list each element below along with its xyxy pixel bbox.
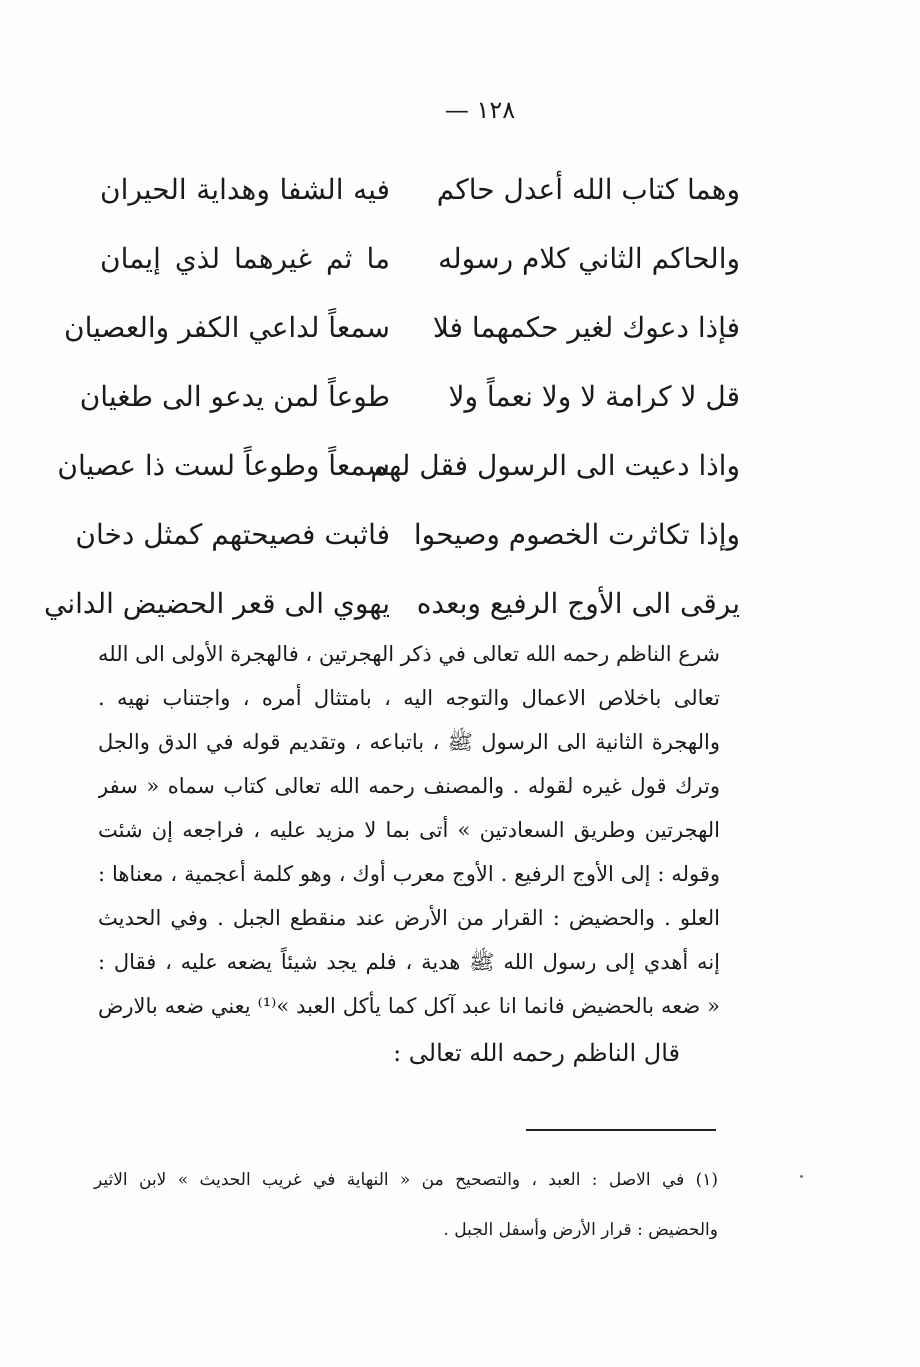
verse-7-first-hemistich: يرقى الى الأوج الرفيع وبعده <box>416 587 740 620</box>
verse-1 <box>100 155 740 224</box>
commentary-line: « ضعه بالحضيض فانما انا عبد آكل كما يأكل العبد »⁽¹⁾ يعني ضعه بالارض <box>98 994 720 1018</box>
verse-7-second-hemistich: يهوي الى قعر الحضيض الداني <box>43 587 390 620</box>
commentary-line: وقوله : إلى الأوج الرفيع . الأوج معرب أوك ، وهو كلمة أعجمية ، معناها : <box>98 862 720 886</box>
commentary-line: شرع الناظم رحمه الله تعالى في ذكر الهجرتين ، فالهجرة الأولى الى الله <box>98 642 720 666</box>
verse-5 <box>57 431 740 500</box>
verse-3-first-hemistich: فإذا دعوك لغير حكمهما فلا <box>432 311 740 344</box>
page-number: ١٢٨ — <box>444 96 516 124</box>
verse-4 <box>79 362 740 431</box>
verse-7 <box>43 569 740 638</box>
verse-5-second-hemistich: سمعاً وطوعاً لست ذا عصيان <box>57 449 390 482</box>
verse-3 <box>64 293 740 362</box>
footnotes-block <box>94 1155 718 1255</box>
poem-block <box>43 155 740 638</box>
verse-1-second-hemistich: فيه الشفا وهداية الحيران <box>100 173 390 206</box>
commentary-line: الهجرتين وطريق السعادتين » أتى بما لا مزيد عليه ، فراجعه إن شئت <box>98 818 720 842</box>
commentary-line: العلو . والحضيض : القرار من الأرض عند منقطع الجبل . وفي الحديث <box>98 906 720 930</box>
verse-3-second-hemistich: سمعاً لداعي الكفر والعصيان <box>64 311 390 344</box>
verse-1-first-hemistich: وهما كتاب الله أعدل حاكم <box>436 173 740 206</box>
verse-2-first-hemistich: والحاكم الثاني كلام رسوله <box>438 242 740 275</box>
footnote-line: والحضيض : قرار الأرض وأسفل الجبل . <box>443 1220 718 1240</box>
verse-4-second-hemistich: طوعاً لمن يدعو الى طغيان <box>79 380 390 413</box>
verse-6-first-hemistich: وإذا تكاثرت الخصوم وصيحوا <box>413 518 740 551</box>
verse-2-second-hemistich: ما ثم غيرهما لذي إيمان <box>100 242 390 275</box>
verse-2 <box>100 224 740 293</box>
commentary-line: تعالى باخلاص الاعمال والتوجه اليه ، بامتثال أمره ، واجتناب نهيه . <box>98 686 720 710</box>
margin-dot <box>800 1175 803 1178</box>
commentary-line: وترك قول غيره لقوله . والمصنف رحمه الله تعالى كتاب سماه « سفر <box>98 774 720 798</box>
verse-5-first-hemistich: واذا دعيت الى الرسول فقل لهم <box>370 449 740 482</box>
verse-4-first-hemistich: قل لا كرامة لا ولا نعماً ولا <box>448 380 740 413</box>
commentary-block <box>98 632 720 1078</box>
commentary-line: والهجرة الثانية الى الرسول ﷺ ، باتباعه ، وتقديم قوله في الدق والجل <box>98 730 720 754</box>
verse-6-second-hemistich: فاثبت فصيحتهم كمثل دخان <box>75 518 390 551</box>
commentary-line: إنه أهدي إلى رسول الله ﷺ هدية ، فلم يجد شيئاً يضعه عليه ، فقال : <box>98 950 720 974</box>
footnote-separator <box>526 1129 716 1131</box>
next-section-heading: قال الناظم رحمه الله تعالى : <box>393 1039 680 1067</box>
verse-6 <box>75 500 740 569</box>
footnote-line: (١) في الاصل : العبد ، والتصحيح من « النهاية في غريب الحديث » لابن الاثير <box>94 1170 718 1190</box>
